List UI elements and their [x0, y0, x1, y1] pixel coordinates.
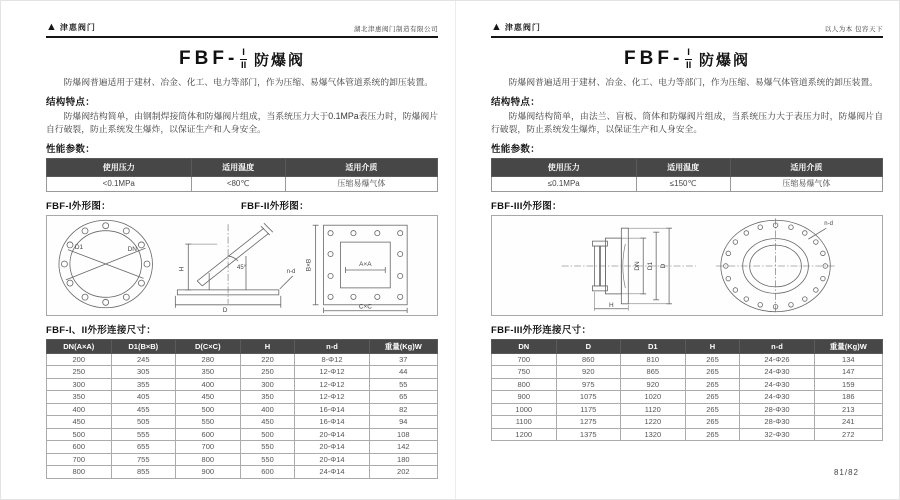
title-model-fraction: [240, 48, 247, 70]
table-cell: 550: [240, 453, 295, 466]
column-header: H: [240, 340, 295, 354]
table-row: [492, 378, 883, 391]
column-header: 适用介质: [285, 159, 437, 177]
table-cell: 265: [685, 416, 740, 429]
table-cell: 213: [814, 403, 882, 416]
table-cell: 压缩易爆气体: [285, 177, 437, 192]
table-cell: <0.1MPa: [47, 177, 192, 192]
title-prefix: FBF-: [179, 48, 239, 69]
dimension-label-nd: n-d: [824, 221, 833, 228]
table-cell: 350: [47, 391, 112, 404]
table-cell: 280: [176, 353, 241, 366]
table-cell: 400: [240, 403, 295, 416]
table-cell: 12-Φ12: [295, 391, 369, 404]
table-cell: 700: [492, 353, 557, 366]
dimension-label-d: D: [222, 307, 227, 314]
dimension-label-d1: D1: [74, 244, 83, 252]
column-header: D: [556, 340, 621, 354]
column-header: D(C×C): [176, 340, 241, 354]
table-cell: 1320: [621, 428, 686, 441]
page-title: [491, 48, 883, 70]
table-cell: 142: [369, 441, 437, 454]
fbf1-fbf2-outline-drawing: [48, 216, 437, 313]
table-cell: 920: [621, 378, 686, 391]
brand-logo: [491, 22, 541, 33]
table-cell: 350: [176, 366, 241, 379]
table-row: [492, 177, 883, 192]
table-cell: 450: [176, 391, 241, 404]
table-header-row: [492, 340, 883, 354]
table-cell: 450: [47, 416, 112, 429]
table-cell: 265: [685, 391, 740, 404]
table-cell: 180: [369, 453, 437, 466]
table-cell: 24-Φ14: [295, 466, 369, 479]
features-heading: 结构特点：: [491, 97, 541, 109]
table-row: [47, 177, 438, 192]
page-header: [46, 17, 438, 33]
table-row: [492, 391, 883, 404]
table-cell: 108: [369, 428, 437, 441]
table-cell: 1075: [556, 391, 621, 404]
table-cell: 900: [176, 466, 241, 479]
table-cell: 750: [492, 366, 557, 379]
dimension-label-d: D: [660, 264, 668, 269]
table-cell: 265: [685, 353, 740, 366]
column-header: 重量(Kg)W: [369, 340, 437, 354]
table-cell: 186: [814, 391, 882, 404]
table-cell: 265: [685, 366, 740, 379]
table-row: [47, 366, 438, 379]
table-cell: 20-Φ14: [295, 453, 369, 466]
table-cell: 245: [111, 353, 176, 366]
header-slogan: 以人为本 包容天下: [824, 26, 883, 33]
dimension-label-axa: A×A: [358, 261, 372, 269]
table-cell: 1020: [621, 391, 686, 404]
table-cell: 241: [814, 416, 882, 429]
column-header: DN(A×A): [47, 340, 112, 354]
table-cell: 800: [176, 453, 241, 466]
column-header: DN: [492, 340, 557, 354]
table-cell: 32-Φ30: [740, 428, 814, 441]
table-cell: 1175: [556, 403, 621, 416]
table-cell: 12-Φ12: [295, 366, 369, 379]
title-suffix: 防爆阀: [253, 51, 305, 69]
title-model-top: I: [242, 47, 245, 58]
table-cell: 920: [556, 366, 621, 379]
table-cell: 755: [111, 453, 176, 466]
table-cell: 855: [111, 466, 176, 479]
table-cell: 20-Φ14: [295, 441, 369, 454]
table-cell: 24-Φ30: [740, 378, 814, 391]
intro-paragraph: 防爆阀普遍适用于建材、冶金、化工、电力等部门，作为压缩、易爆气体管道系统的卸压装置。: [508, 77, 879, 87]
page-header: [491, 17, 883, 33]
fbf2-front-view: [312, 226, 407, 314]
table-cell: 134: [814, 353, 882, 366]
table-cell: 500: [240, 428, 295, 441]
table-cell: 505: [111, 416, 176, 429]
dimension-label-cxc: C×C: [358, 303, 372, 311]
table-cell: 37: [369, 353, 437, 366]
column-header: D1: [621, 340, 686, 354]
table-cell: 8-Φ12: [295, 353, 369, 366]
table-cell: 24-Φ30: [740, 366, 814, 379]
drawing-headings: [46, 198, 438, 212]
header-divider: [491, 36, 883, 38]
table-cell: 1100: [492, 416, 557, 429]
table-cell: 12-Φ12: [295, 378, 369, 391]
column-header: 使用压力: [47, 159, 192, 177]
column-header: 适用介质: [730, 159, 882, 177]
table-cell: 305: [111, 366, 176, 379]
table-cell: 600: [176, 428, 241, 441]
table-cell: 265: [685, 403, 740, 416]
fbf1-drawing-heading: FBF-I外形图：: [46, 201, 111, 213]
fbf3-front-view: [716, 219, 835, 314]
page-title: [46, 48, 438, 70]
table-cell: 159: [814, 378, 882, 391]
table-row: [492, 403, 883, 416]
logo-triangle-icon: ▲: [46, 21, 57, 33]
table-cell: 355: [111, 378, 176, 391]
table-cell: 975: [556, 378, 621, 391]
dimension-label-d1: D1: [647, 262, 655, 271]
table-cell: 200: [47, 353, 112, 366]
title-prefix: FBF-: [624, 48, 684, 69]
fbf3-outline-drawing: [492, 216, 882, 313]
column-header: H: [685, 340, 740, 354]
table-cell: 700: [176, 441, 241, 454]
table-row: [47, 466, 438, 479]
title-model-top: I: [687, 47, 690, 58]
dimension-label-dn: DN: [634, 261, 642, 272]
table-cell: 1220: [621, 416, 686, 429]
dimension-label-h: H: [609, 302, 614, 310]
table-cell: 500: [47, 428, 112, 441]
table-cell: 24-Φ30: [740, 391, 814, 404]
table-cell: 94: [369, 416, 437, 429]
dimensions-table: [491, 339, 883, 441]
table-cell: 555: [111, 428, 176, 441]
table-cell: 28-Φ30: [740, 403, 814, 416]
table-row: [47, 353, 438, 366]
page-number: 81/82: [833, 468, 859, 477]
table-cell: 860: [556, 353, 621, 366]
fbf3-side-view: [562, 229, 696, 312]
column-header: n-d: [740, 340, 814, 354]
title-model-fraction: [685, 48, 692, 70]
table-cell: 24-Φ26: [740, 353, 814, 366]
table-cell: 450: [240, 416, 295, 429]
title-model-bottom: II: [240, 59, 247, 71]
table-cell: 1375: [556, 428, 621, 441]
table-row: [492, 366, 883, 379]
table-cell: 700: [47, 453, 112, 466]
column-header: D1(B×B): [111, 340, 176, 354]
table-cell: 147: [814, 366, 882, 379]
table-cell: 800: [47, 466, 112, 479]
fbf1-front-view: [58, 221, 152, 309]
column-header: n-d: [295, 340, 369, 354]
table-cell: 500: [176, 403, 241, 416]
dimension-label-nd: n-d: [286, 269, 295, 276]
table-cell: 250: [240, 366, 295, 379]
table-cell: 550: [240, 441, 295, 454]
dimension-label-h: H: [177, 267, 185, 272]
table-cell: 400: [47, 403, 112, 416]
table-cell: 265: [685, 428, 740, 441]
table-cell: 压缩易爆气体: [730, 177, 882, 192]
table-cell: 810: [621, 353, 686, 366]
column-header: 重量(Kg)W: [814, 340, 882, 354]
table-cell: 1200: [492, 428, 557, 441]
table-cell: 405: [111, 391, 176, 404]
table-cell: 600: [240, 466, 295, 479]
table-cell: 1275: [556, 416, 621, 429]
table-cell: 455: [111, 403, 176, 416]
column-header: 适用温度: [191, 159, 285, 177]
table-header-row: [47, 340, 438, 354]
fbf3-drawing-heading: FBF-III外形图：: [491, 201, 562, 213]
table-row: [47, 403, 438, 416]
params-heading: 性能参数：: [491, 144, 541, 156]
table-cell: 865: [621, 366, 686, 379]
table-row: [492, 416, 883, 429]
table-cell: 250: [47, 366, 112, 379]
table-header-row: [492, 159, 883, 177]
header-divider: [46, 36, 438, 38]
dimensions-table: [46, 339, 438, 479]
table-cell: 16-Φ14: [295, 416, 369, 429]
table-cell: 82: [369, 403, 437, 416]
table-header-row: [47, 159, 438, 177]
table-cell: 16-Φ14: [295, 403, 369, 416]
company-name: 湖北津惠阀门制造有限公司: [354, 26, 438, 33]
drawing-headings: [491, 198, 883, 212]
performance-table: [491, 158, 883, 192]
table-cell: 400: [176, 378, 241, 391]
table-row: [47, 416, 438, 429]
outline-drawing-box: [491, 215, 883, 316]
table-cell: 800: [492, 378, 557, 391]
table-cell: 655: [111, 441, 176, 454]
outline-drawing-box: [46, 215, 438, 316]
table-cell: 300: [240, 378, 295, 391]
table-cell: 1120: [621, 403, 686, 416]
table-cell: 1000: [492, 403, 557, 416]
table-cell: 20-Φ14: [295, 428, 369, 441]
dimension-label-angle: 45°: [236, 265, 246, 272]
dims-heading: FBF-I、II外形连接尺寸：: [46, 325, 157, 337]
table-cell: 272: [814, 428, 882, 441]
fbf1-side-view: [175, 224, 292, 309]
table-cell: 65: [369, 391, 437, 404]
dimension-label-dn: DN: [127, 246, 137, 254]
logo-text: 津惠阀门: [59, 23, 96, 32]
table-cell: 202: [369, 466, 437, 479]
table-row: [47, 378, 438, 391]
table-cell: 28-Φ30: [740, 416, 814, 429]
table-row: [47, 428, 438, 441]
table-row: [47, 453, 438, 466]
title-model-bottom: II: [685, 59, 692, 71]
table-cell: <80℃: [191, 177, 285, 192]
features-heading: 结构特点：: [46, 97, 96, 109]
table-cell: 550: [176, 416, 241, 429]
features-paragraph: 防爆阀结构简单，由法兰、盲板、筒体和防爆阀片组成，当系统压力大于表压力时，防爆阀片自行破裂，防止系统发生爆炸，以保证生产和人身安全。: [491, 111, 883, 134]
table-cell: 220: [240, 353, 295, 366]
table-cell: 900: [492, 391, 557, 404]
table-cell: ≤0.1MPa: [492, 177, 637, 192]
column-header: 使用压力: [492, 159, 637, 177]
title-suffix: 防爆阀: [698, 51, 750, 69]
column-header: 适用温度: [636, 159, 730, 177]
logo-text: 津惠阀门: [504, 23, 541, 32]
page-left: [1, 1, 451, 500]
table-cell: 44: [369, 366, 437, 379]
dims-heading: FBF-III外形连接尺寸：: [491, 325, 592, 337]
performance-table: [46, 158, 438, 192]
brand-logo: [46, 22, 96, 33]
table-row: [47, 391, 438, 404]
params-heading: 性能参数：: [46, 144, 96, 156]
table-cell: 300: [47, 378, 112, 391]
table-cell: ≤150℃: [636, 177, 730, 192]
features-paragraph: 防爆阀结构简单，由钢制焊接筒体和防爆阀片组成，当系统压力大于0.1MPa表压力时，防爆阀片自行破裂，防止系统发生爆炸，以保证生产和人身安全。: [46, 111, 438, 134]
table-cell: 600: [47, 441, 112, 454]
table-cell: 265: [685, 378, 740, 391]
table-row: [492, 353, 883, 366]
page-right: [451, 1, 900, 500]
intro-paragraph: 防爆阀普遍适用于建材、冶金、化工、电力等部门，作为压缩、易爆气体管道系统的卸压装置。: [63, 77, 434, 87]
table-row: [47, 441, 438, 454]
dimension-label-bxb: B×B: [305, 259, 313, 272]
logo-triangle-icon: ▲: [491, 21, 502, 33]
table-cell: 55: [369, 378, 437, 391]
table-row: [492, 428, 883, 441]
fbf2-drawing-heading: FBF-II外形图：: [240, 201, 309, 213]
table-cell: 350: [240, 391, 295, 404]
